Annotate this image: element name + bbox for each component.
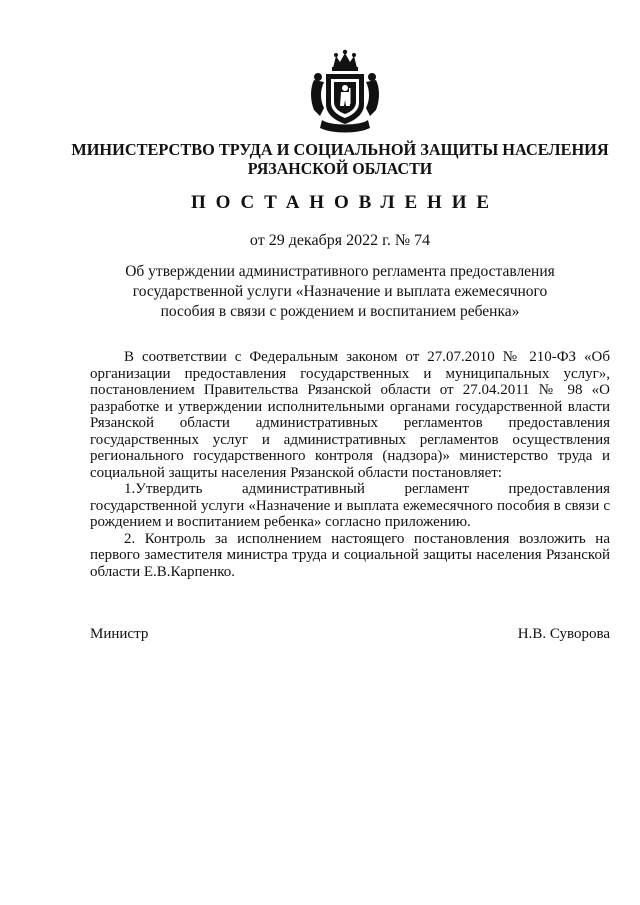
left-supporter-icon bbox=[311, 73, 324, 116]
subject-line: Об утверждении административного регламента предоставления bbox=[125, 263, 555, 280]
ministry-name bbox=[60, 140, 620, 178]
shield-icon bbox=[326, 74, 364, 124]
preamble-paragraph: В соответствии с Федеральным законом от 27.07.2010 № 210-ФЗ «Об организации предоставления государственных и муниципальных услуг», постановлением Правительства Рязанской области от 27.04.2011 № 98 «О разработке и утверждении исполнительными органами государственной власти Рязанской области административных регламентов предоставления государственных услуг и административных регламентов осуществления регионального государственного контроля (надзора)» министерство труда и социальной защиты населения Рязанской области постановляет: bbox=[90, 349, 610, 481]
document-body bbox=[90, 349, 610, 580]
right-supporter-icon bbox=[366, 73, 379, 116]
signatory-name: Н.В. Суворова bbox=[517, 626, 610, 642]
subject-line: пособия в связи с рождением и воспитанием ребенка» bbox=[160, 303, 520, 320]
document-date-number: от 29 декабря 2022 г. № 74 bbox=[249, 232, 431, 249]
signatory-position: Министр bbox=[90, 626, 149, 642]
signature-block bbox=[90, 626, 610, 643]
ministry-line-1: МИНИСТЕРСТВО ТРУДА И СОЦИАЛЬНОЙ ЗАЩИТЫ НАСЕЛЕНИЯ bbox=[71, 140, 609, 159]
coat-of-arms bbox=[300, 48, 390, 138]
document-type: ПОСТАНОВЛЕНИЕ bbox=[190, 192, 499, 213]
document-subject bbox=[60, 262, 620, 322]
ministry-line-2: РЯЗАНСКОЙ ОБЛАСТИ bbox=[247, 159, 433, 178]
subject-line: государственной услуги «Назначение и выплата ежемесячного bbox=[132, 283, 548, 300]
item-paragraph: 2. Контроль за исполнением настоящего постановления возложить на первого заместителя министра труда и социальной защиты населения Рязанской области Е.В.Карпенко. bbox=[90, 530, 610, 580]
item-paragraph: 1.Утвердить административный регламент предоставления государственной услуги «Назначение и выплата ежемесячного пособия в связи с рождением и воспитанием ребенка» согласно приложению. bbox=[90, 481, 610, 530]
crown-icon bbox=[332, 50, 358, 71]
